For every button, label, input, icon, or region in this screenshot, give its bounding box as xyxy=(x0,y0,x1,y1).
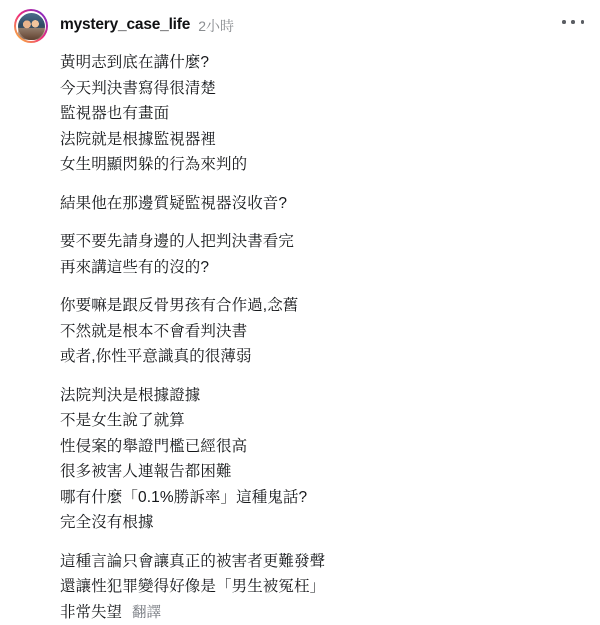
caption-line: 不然就是根本不會看判決書 xyxy=(60,319,586,345)
post-caption xyxy=(60,50,586,600)
more-options-icon[interactable] xyxy=(562,14,584,30)
more-dot-3 xyxy=(581,20,585,24)
caption-paragraph xyxy=(60,191,586,217)
caption-line: 法院就是根據監視器裡 xyxy=(60,127,586,153)
post-header xyxy=(14,8,586,48)
caption-line: 不是女生說了就算 xyxy=(60,408,586,434)
caption-paragraph xyxy=(60,229,586,280)
avatar[interactable] xyxy=(14,9,48,43)
translate-link[interactable]: 翻譯 xyxy=(132,601,161,622)
avatar-inner xyxy=(16,11,46,41)
caption-line: 這種言論只會讓真正的被害者更難發聲 xyxy=(60,549,586,575)
caption-line: 你要嘛是跟反骨男孩有合作過,念舊 xyxy=(60,293,586,319)
caption-line: 要不要先請身邊的人把判決書看完 xyxy=(60,229,586,255)
caption-line: 再來講這些有的沒的? xyxy=(60,255,586,281)
caption-paragraph xyxy=(60,383,586,536)
caption-paragraph xyxy=(60,293,586,370)
caption-line: 黃明志到底在講什麼? xyxy=(60,50,586,76)
caption-line: 完全沒有根據 xyxy=(60,510,586,536)
more-dot-1 xyxy=(562,20,566,24)
more-dot-2 xyxy=(571,20,575,24)
caption-line: 法院判決是根據證據 xyxy=(60,383,586,409)
avatar-photo xyxy=(18,13,45,40)
caption-line: 很多被害人連報告都困難 xyxy=(60,459,586,485)
caption-paragraph xyxy=(60,50,586,178)
caption-footer xyxy=(60,600,586,625)
caption-line: 結果他在那邊質疑監視器沒收音? xyxy=(60,191,586,217)
post-timestamp: 2小時 xyxy=(198,16,234,36)
caption-line: 女生明顯閃躲的行為來判的 xyxy=(60,152,586,178)
caption-line: 監視器也有畫面 xyxy=(60,101,586,127)
caption-line: 今天判決書寫得很清楚 xyxy=(60,76,586,102)
caption-line: 或者,你性平意識真的很薄弱 xyxy=(60,344,586,370)
caption-line: 性侵案的舉證門檻已經很高 xyxy=(60,434,586,460)
caption-paragraph xyxy=(60,549,586,600)
caption-line: 還讓性犯罪變得好像是「男生被冤枉」 xyxy=(60,574,586,600)
post-author-username[interactable]: mystery_case_life xyxy=(60,15,190,35)
caption-line: 哪有什麼「0.1%勝訴率」這種鬼話? xyxy=(60,485,586,511)
caption-last-line: 非常失望 xyxy=(60,600,122,625)
